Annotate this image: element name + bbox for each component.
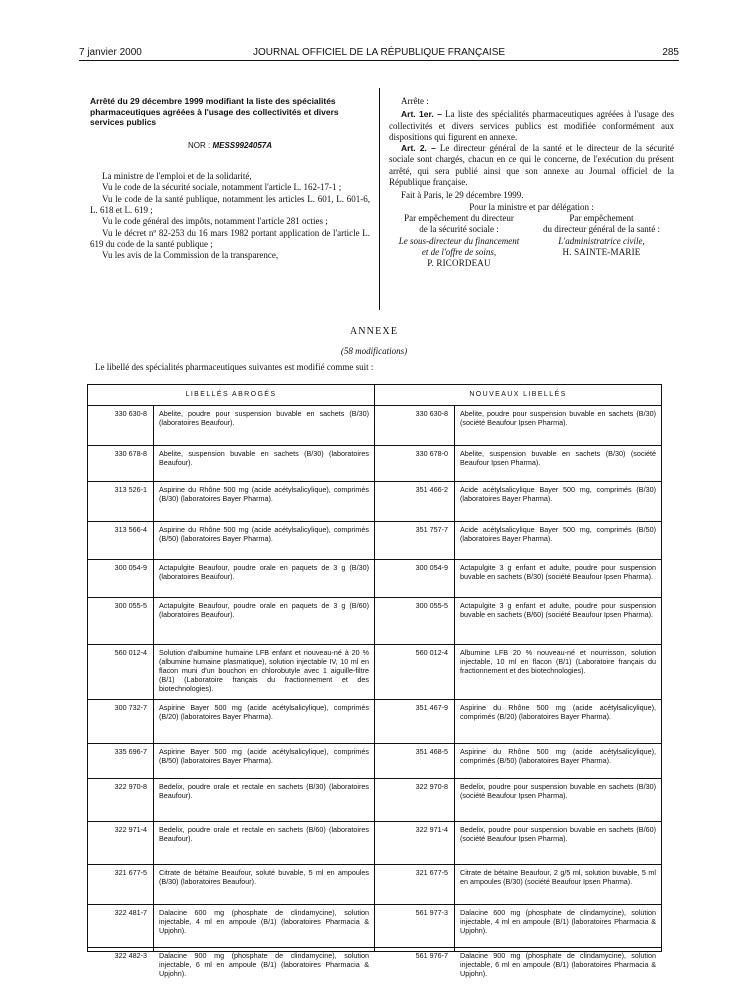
table-row bbox=[88, 644, 661, 700]
old-label: Actapulgite Beaufour, poudre orale en paquets de 3 g (B/30) (laboratoires Beaufour). bbox=[159, 563, 369, 581]
new-label: Actapulgite 3 g enfant et adulte, poudre pour suspension buvable en sachets (B/60) (société Beaufour Ipsen Pharma). bbox=[460, 601, 656, 619]
nor-label: NOR : bbox=[187, 140, 211, 150]
old-code: 313 526-1 bbox=[114, 485, 147, 494]
new-code: 330 630-8 bbox=[415, 409, 448, 418]
new-label: Actapulgite 3 g enfant et adulte, poudre pour suspension buvable en sachets (B/30) (société Beaufour Ipsen Pharma). bbox=[460, 563, 656, 581]
new-label: Acide acétylsalicylique Bayer 500 mg, comprimés (B/30) (laboratoires Bayer Pharma). bbox=[460, 485, 656, 503]
page-number: 285 bbox=[662, 47, 679, 58]
signature-right-name: H. SAINTE-MARIE bbox=[562, 246, 641, 257]
visa-4: Vu le décret nº 82-253 du 16 mars 1982 portant application de l'article L. 619 du code de la santé publique ; bbox=[90, 227, 370, 249]
nor-code: MESS9924057A bbox=[212, 140, 273, 150]
old-label: Aspirine du Rhône 500 mg (acide acétylsalicylique), comprimés (B/30) (laboratoires Bayer Pharma). bbox=[159, 485, 369, 503]
new-code: 300 054-9 bbox=[415, 563, 448, 572]
visa-5: Vu les avis de la Commission de la transparence, bbox=[102, 250, 279, 261]
signature-left-line-4: et de l'offre de soins, bbox=[421, 246, 497, 257]
old-code: 330 630-8 bbox=[114, 409, 147, 418]
article-2-text: Le directeur général de la santé et le directeur de la sécurité sociale sont chargés, chacun en ce qui le concerne, de l'exécution du présent arrêté, qui sera publié ainsi que son annexe au Journal officiel de la République française. bbox=[389, 143, 674, 188]
new-code: 321 677-5 bbox=[415, 868, 448, 877]
old-label: Solution d'albumine humaine LFB enfant et nouveau-né à 20 % (albumine humaine plasmatique), solution injectable IV, 10 ml en flacon muni d'un bouchon en chlorobutyle avec 1 aiguille-filtre (B/1) (Laboratoire français du fractionnement et des biotechnologies). bbox=[159, 648, 369, 693]
signature-right-line-3: L'administratrice civile, bbox=[558, 235, 645, 246]
signature-left bbox=[389, 213, 529, 269]
table-row bbox=[88, 904, 661, 948]
new-code: 351 757-7 bbox=[415, 525, 448, 534]
publication-date: 7 janvier 2000 bbox=[79, 47, 142, 58]
table-row bbox=[88, 405, 661, 446]
table-row bbox=[88, 559, 661, 598]
old-label: Citrate de bétaïne Beaufour, soluté buvable, 5 ml en ampoules (B/30) (laboratoires Beaufour). bbox=[159, 868, 369, 886]
table-row bbox=[88, 947, 661, 990]
column-header-old: LIBELLÉS ABROGÉS bbox=[185, 391, 277, 398]
annexe-intro: Le libellé des spécialités pharmaceutiques suivantes est modifié comme suit : bbox=[95, 362, 374, 372]
new-code: 322 971-4 bbox=[415, 825, 448, 834]
old-code: 300 054-9 bbox=[114, 563, 147, 572]
article-1 bbox=[389, 109, 674, 143]
table-row bbox=[88, 778, 661, 822]
table-row bbox=[88, 743, 661, 779]
new-label: Abelite, suspension buvable en sachets (B/30) (société Beaufour Ipsen Pharma). bbox=[460, 449, 656, 467]
modifications-table bbox=[87, 384, 662, 978]
visa-0: La ministre de l'emploi et de la solidarité, bbox=[102, 171, 252, 182]
signature-left-line-1: Par empêchement du directeur bbox=[404, 212, 514, 223]
table-row bbox=[88, 699, 661, 744]
new-code: 560 012-4 bbox=[415, 648, 448, 657]
right-column bbox=[389, 96, 674, 269]
new-code: 300 055-5 bbox=[415, 601, 448, 610]
old-code: 321 677-5 bbox=[114, 868, 147, 877]
article-1-text: La liste des spécialités pharmaceutiques agréées à l'usage des collectivités et divers services publics est modifiée conformément aux dispositions qui figurent en annexe. bbox=[389, 109, 675, 142]
old-code: 300 732-7 bbox=[114, 703, 147, 712]
new-code: 351 468-5 bbox=[415, 747, 448, 756]
signature-right bbox=[529, 213, 674, 269]
new-label: Bedelix, poudre pour suspension buvable en sachets (B/30) (société Beaufour Ipsen Pharma). bbox=[460, 782, 656, 800]
signature-right-line-2: du directeur général de la santé : bbox=[543, 224, 660, 235]
signature-block bbox=[389, 213, 674, 269]
new-code: 351 467-9 bbox=[415, 703, 448, 712]
visa-2: Vu le code de la santé publique, notamment les articles L. 601, L. 601-6, L. 618 et L. 619 ; bbox=[90, 193, 370, 215]
arrete-label: Arrête : bbox=[401, 96, 429, 106]
old-label: Aspirine Bayer 500 mg (acide acétylsalicylique), comprimés (B/20) (laboratoires Bayer Pharma). bbox=[159, 703, 369, 721]
new-code: 561 977-3 bbox=[415, 908, 448, 917]
signature-date: Fait à Paris, le 29 décembre 1999. bbox=[401, 190, 524, 201]
old-code: 560 012-4 bbox=[114, 648, 147, 657]
old-label: Abelite, suspension buvable en sachets (B/30) (laboratoires Beaufour). bbox=[159, 449, 369, 467]
header-divider bbox=[79, 60, 679, 61]
old-label: Bedelix, poudre orale et rectale en sachets (B/60) (laboratoires Beaufour). bbox=[159, 825, 369, 843]
article-2 bbox=[389, 143, 674, 188]
delegation-line: Pour la ministre et par délégation : bbox=[469, 201, 594, 212]
old-label: Actapulgite Beaufour, poudre orale en paquets de 3 g (B/60) (laboratoires Beaufour). bbox=[159, 601, 369, 619]
old-label: Dalacine 600 mg (phosphate de clindamycine), solution injectable, 4 ml en ampoule (B/1) (laboratoires Pharmacia & Upjohn). bbox=[159, 908, 369, 935]
old-code: 322 971-4 bbox=[114, 825, 147, 834]
old-code: 322 482-3 bbox=[114, 951, 147, 960]
table-row bbox=[88, 864, 661, 905]
old-code: 300 055-5 bbox=[114, 601, 147, 610]
page-header bbox=[79, 44, 679, 60]
annexe-title: ANNEXE bbox=[349, 326, 399, 337]
table-row bbox=[88, 597, 661, 645]
new-code: 561 976-7 bbox=[415, 951, 448, 960]
old-label: Bedelix, poudre orale et rectale en sachets (B/30) (laboratoires Beaufour). bbox=[159, 782, 369, 800]
old-code: 322 970-8 bbox=[114, 782, 147, 791]
new-label: Dalacine 600 mg (phosphate de clindamycine), solution injectable, 4 ml en ampoule (B/1) (laboratoires Pharmacia & Upjohn). bbox=[460, 908, 656, 935]
old-label: Aspirine du Rhône 500 mg (acide acétylsalicylique), comprimés (B/50) (laboratoires Bayer Pharma). bbox=[159, 525, 369, 543]
nor-reference bbox=[90, 140, 370, 151]
signature-left-name: P. RICORDEAU bbox=[427, 258, 491, 269]
new-code: 330 678-0 bbox=[415, 449, 448, 458]
table-row bbox=[88, 481, 661, 522]
annexe-subtitle: (58 modifications) bbox=[340, 346, 408, 356]
article-1-label: Art. 1er. – bbox=[401, 109, 442, 120]
new-label: Abelite, poudre pour suspension buvable en sachets (B/30) (société Beaufour Ipsen Pharma). bbox=[460, 409, 656, 427]
old-label: Aspirine Bayer 500 mg (acide acétylsalicylique), comprimés (B/50) (laboratoires Bayer Pharma). bbox=[159, 747, 369, 765]
new-label: Citrate de bétaïne Beaufour, 2 g/5 ml, solution buvable, 5 ml en ampoules (B/30) (société Beaufour Ipsen Pharma). bbox=[460, 868, 656, 886]
old-code: 313 566-4 bbox=[114, 525, 147, 534]
old-code: 330 678-8 bbox=[114, 449, 147, 458]
old-label: Dalacine 900 mg (phosphate de clindamycine), solution injectable, 6 ml en ampoule (B/1) (laboratoires Pharmacia & Upjohn). bbox=[159, 951, 369, 978]
new-label: Acide acétylsalicylique Bayer 500 mg, comprimés (B/50) (laboratoires Bayer Pharma). bbox=[460, 525, 656, 543]
new-code: 351 466-2 bbox=[415, 485, 448, 494]
new-label: Dalacine 900 mg (phosphate de clindamycine), solution injectable, 6 ml en ampoule (B/1) (laboratoires Pharmacia & Upjohn). bbox=[460, 951, 656, 978]
new-label: Aspirine du Rhône 500 mg (acide acétylsalicylique), comprimés (B/20) (laboratoires Bayer Pharma). bbox=[460, 703, 656, 721]
new-label: Albumine LFB 20 % nouveau-né et nourrisson, solution injectable, 10 ml en flacon (B/1) (Laboratoire français du fractionnement et des biotechnologies). bbox=[460, 648, 656, 675]
old-code: 322 481-7 bbox=[114, 908, 147, 917]
table-row bbox=[88, 521, 661, 560]
arrete-title: Arrêté du 29 décembre 1999 modifiant la liste des spécialités pharmaceutiques agréées à l'usage des collectivités et divers services publics bbox=[90, 96, 339, 128]
new-code: 322 970-8 bbox=[415, 782, 448, 791]
table-row bbox=[88, 445, 661, 482]
signature-left-line-3: Le sous-directeur du financement bbox=[398, 235, 520, 246]
old-code: 335 696-7 bbox=[114, 747, 147, 756]
signature-left-line-2: de la sécurité sociale : bbox=[419, 224, 499, 235]
signature-right-line-1: Par empêchement bbox=[569, 212, 634, 223]
column-header-new: NOUVEAUX LIBELLÉS bbox=[469, 391, 567, 398]
old-label: Abelite, poudre pour suspension buvable en sachets (B/30) (laboratoires Beaufour). bbox=[159, 409, 369, 427]
journal-title: JOURNAL OFFICIEL DE LA RÉPUBLIQUE FRANÇAISE bbox=[252, 47, 506, 58]
column-divider bbox=[379, 88, 380, 310]
new-label: Bedelix, poudre pour suspension buvable en sachets (B/60) (société Beaufour Ipsen Pharma). bbox=[460, 825, 656, 843]
table-row bbox=[88, 821, 661, 865]
visa-1: Vu le code de la sécurité sociale, notamment l'article L. 162-17-1 ; bbox=[102, 182, 342, 193]
article-2-label: Art. 2. – bbox=[401, 143, 436, 154]
visa-3: Vu le code général des impôts, notamment l'article 281 octies ; bbox=[102, 216, 328, 227]
left-column bbox=[90, 96, 370, 261]
new-label: Aspirine du Rhône 500 mg (acide acétylsalicylique), comprimés (B/50) (laboratoires Bayer Pharma). bbox=[460, 747, 656, 765]
